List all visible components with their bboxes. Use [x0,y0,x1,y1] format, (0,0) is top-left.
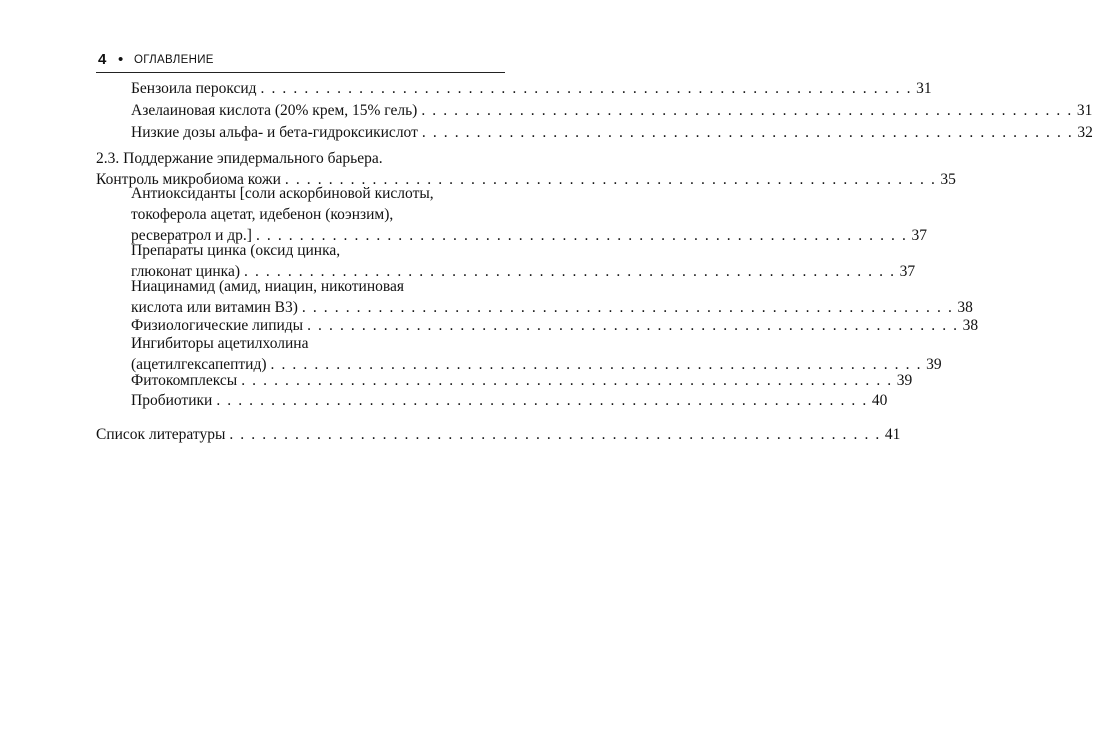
toc-page-number: 38 [957,299,973,316]
toc-entry-text: Низкие дозы альфа- и бета-гидроксикислот [131,124,418,141]
toc-page-number: 31 [916,80,932,97]
toc-entry[interactable] [131,276,973,318]
toc-entry-text: 2.3. Поддержание эпидермального барьера. [96,150,383,167]
running-header [96,50,505,73]
bullet-icon: • [118,51,124,68]
toc-page-number: 41 [884,426,901,443]
header-title: ОГЛАВЛЕНИЕ [134,54,214,66]
toc-entry-text: кислота или витамин В3) [131,299,298,316]
toc-page-number: 31 [1076,102,1093,119]
toc-entry-text: ресвератрол и др.] [131,227,252,244]
leader-dots: . . . . . . . . . . . . . . . . . . . . . . . . . . . . . . . . . . . . . . . . . . . . . . . . . . . . . . . . . . . . [307,317,959,334]
toc-page-number: 39 [926,356,942,373]
leader-dots: . . . . . . . . . . . . . . . . . . . . . . . . . . . . . . . . . . . . . . . . . . . . . . . . . . . . . . . . . . . . [229,426,881,443]
toc-entry-text: токоферола ацетат, идебенон (коэнзим), [131,206,394,223]
leader-dots: . . . . . . . . . . . . . . . . . . . . . . . . . . . . . . . . . . . . . . . . . . . . . . . . . . . . . . . . . . . . [270,356,923,373]
toc-entry-text: Список литературы [96,426,226,443]
leader-dots: . . . . . . . . . . . . . . . . . . . . . . . . . . . . . . . . . . . . . . . . . . . . . . . . . . . . . . . . . . . . [260,80,913,97]
toc-entry-text: (ацетилгексапептид) [131,356,267,373]
toc-entry-text: Фитокомплексы [131,372,238,389]
toc-page-number: 40 [871,392,888,409]
leader-dots: . . . . . . . . . . . . . . . . . . . . . . . . . . . . . . . . . . . . . . . . . . . . . . . . . . . . . . . . . . . . [301,299,954,316]
toc-page-number: 32 [1077,124,1093,141]
leader-dots: . . . . . . . . . . . . . . . . . . . . . . . . . . . . . . . . . . . . . . . . . . . . . . . . . . . . . . . . . . . . [421,124,1074,141]
page-number: 4 [98,51,107,68]
toc-entry[interactable] [131,333,942,375]
leader-dots: . . . . . . . . . . . . . . . . . . . . . . . . . . . . . . . . . . . . . . . . . . . . . . . . . . . . . . . . . . . . [241,372,893,389]
leader-dots: . . . . . . . . . . . . . . . . . . . . . . . . . . . . . . . . . . . . . . . . . . . . . . . . . . . . . . . . . . . . [284,171,937,188]
toc-page-number: 35 [940,171,956,188]
toc-page-number: 39 [896,372,913,389]
toc-entry-text: Ингибиторы ацетилхолина [131,335,309,352]
toc-page-number: 37 [911,227,927,244]
leader-dots: . . . . . . . . . . . . . . . . . . . . . . . . . . . . . . . . . . . . . . . . . . . . . . . . . . . . . . . . . . . . [216,392,868,409]
leader-dots: . . . . . . . . . . . . . . . . . . . . . . . . . . . . . . . . . . . . . . . . . . . . . . . . . . . . . . . . . . . . [421,102,1073,119]
toc-entry-text: Контроль микробиома кожи [96,171,281,188]
toc-entry-text: глюконат цинка) [131,263,241,280]
leader-dots: . . . . . . . . . . . . . . . . . . . . . . . . . . . . . . . . . . . . . . . . . . . . . . . . . . . . . . . . . . . . [244,263,896,280]
toc-entry[interactable] [131,100,1093,121]
toc-entry[interactable] [131,390,888,411]
toc-entry-text: Азелаиновая кислота (20% крем, 15% гель) [131,102,418,119]
toc-entry[interactable] [131,183,927,246]
toc-section-entry[interactable] [96,424,901,445]
leader-dots: . . . . . . . . . . . . . . . . . . . . . . . . . . . . . . . . . . . . . . . . . . . . . . . . . . . . . . . . . . . . [255,227,908,244]
toc-entry-text: Бензоила пероксид [131,80,257,97]
toc-entry-text: Пробиотики [131,392,213,409]
toc-entry-text: Физиологические липиды [131,317,304,334]
toc-entry-text: Антиоксиданты [соли аскорбиновой кислоты, [131,185,434,202]
toc-page-number: 38 [962,317,979,334]
toc-entry[interactable] [131,122,1093,143]
toc-page-number: 37 [899,263,916,280]
toc-entry-text: Препараты цинка (оксид цинка, [131,242,341,259]
toc-entry[interactable] [131,78,932,99]
toc-entry-text: Ниацинамид (амид, ниацин, никотиновая [131,278,404,295]
toc-entry[interactable] [131,370,913,391]
